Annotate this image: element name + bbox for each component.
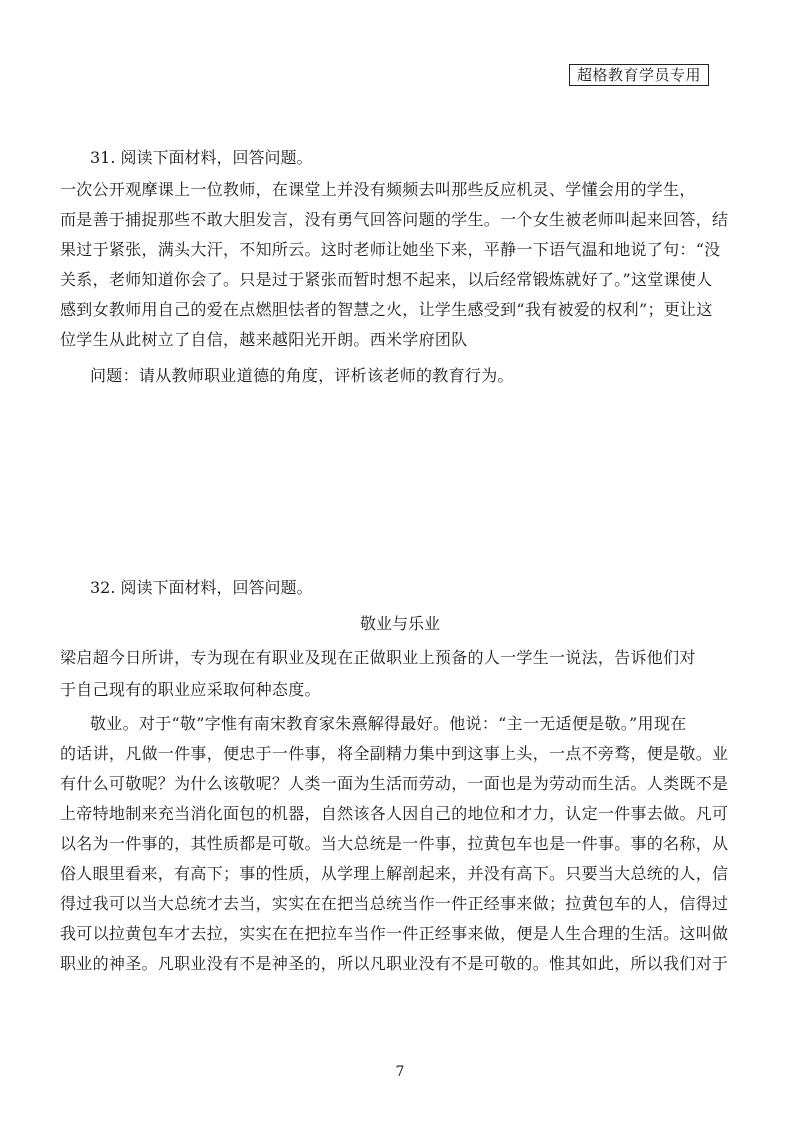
- q32-para1-line: 梁启超今日所讲，专为现在有职业及现在正做职业上预备的人一学生一说法，告诉他们对: [60, 648, 696, 667]
- q32-para2-line: 我可以拉黄包车才去拉，实实在在把拉车当作一件正经事来做，便是人生合理的生活。这叫做: [60, 924, 729, 943]
- q32-para2-line: 以名为一件事的，其性质都是可敬。当大总统是一件事，拉黄包车也是一件事。事的名称，从: [60, 834, 729, 853]
- q31-line: 果过于紧张，满头大汗，不知所云。这时老师让她坐下来，平静一下语气温和地说了句：“没: [60, 240, 721, 259]
- q31-line: 一次公开观摩课上一位教师，在课堂上并没有频频去叫那些反应机灵、学懂会用的学生，: [60, 180, 696, 199]
- q32-para2-line: 有什么可敬呢？为什么该敬呢？人类一面为生活而劳动，一面也是为劳动而生活。人类既不是: [60, 774, 729, 793]
- q32-para2-line: 得过我可以当大总统才去当，实实在在把当总统当作一件正经事来做；拉黄包车的人，信得过: [60, 894, 729, 913]
- q31-title: 31. 阅读下面材料，回答问题。: [90, 148, 313, 167]
- q31-line: 而是善于捕捉那些不敢大胆发言，没有勇气回答问题的学生。一个女生被老师叫起来回答，结: [60, 210, 729, 229]
- q31-line: 关系，老师知道你会了。只是过于紧张而暂时想不起来，以后经常锻炼就好了。”这堂课使人: [60, 270, 713, 289]
- q32-para1-line: 于自己现有的职业应采取何种态度。: [60, 680, 321, 699]
- q31-question: 问题：请从教师职业道德的角度，评析该老师的教育行为。: [90, 366, 514, 385]
- q32-para2-line: 俗人眼里看来，有高下；事的性质，从学理上解剖起来，并没有高下。只要当大总统的人，信: [60, 864, 729, 883]
- q32-para2-line: 的话讲，凡做一件事，便忠于一件事，将全副精力集中到这事上头，一点不旁骛，便是敬。业: [60, 744, 729, 763]
- q32-heading: 敬业与乐业: [359, 614, 440, 633]
- q32-para2-line: 职业的神圣。凡职业没有不是神圣的，所以凡职业没有不是可敬的。惟其如此，所以我们对于: [60, 954, 729, 973]
- q31-line: 感到女教师用自己的爱在点燃胆怯者的智慧之火，让学生感受到“我有被爱的权利”；更让这: [60, 300, 713, 319]
- q32-para2-line: 敬业。对于“敬”字惟有南宋教育家朱熹解得最好。他说：“主一无适便是敬。”用现在: [90, 714, 687, 733]
- q31-line: 位学生从此树立了自信，越来越阳光开朗。西米学府团队: [60, 330, 468, 349]
- page-number: 7: [395, 1064, 405, 1080]
- header-tag: 超格教育学员专用: [569, 64, 709, 86]
- q32-para2-line: 上帝特地制来充当消化面包的机器，自然该各人因自己的地位和才力，认定一件事去做。凡可: [60, 804, 729, 823]
- q32-title: 32. 阅读下面材料，回答问题。: [90, 578, 313, 597]
